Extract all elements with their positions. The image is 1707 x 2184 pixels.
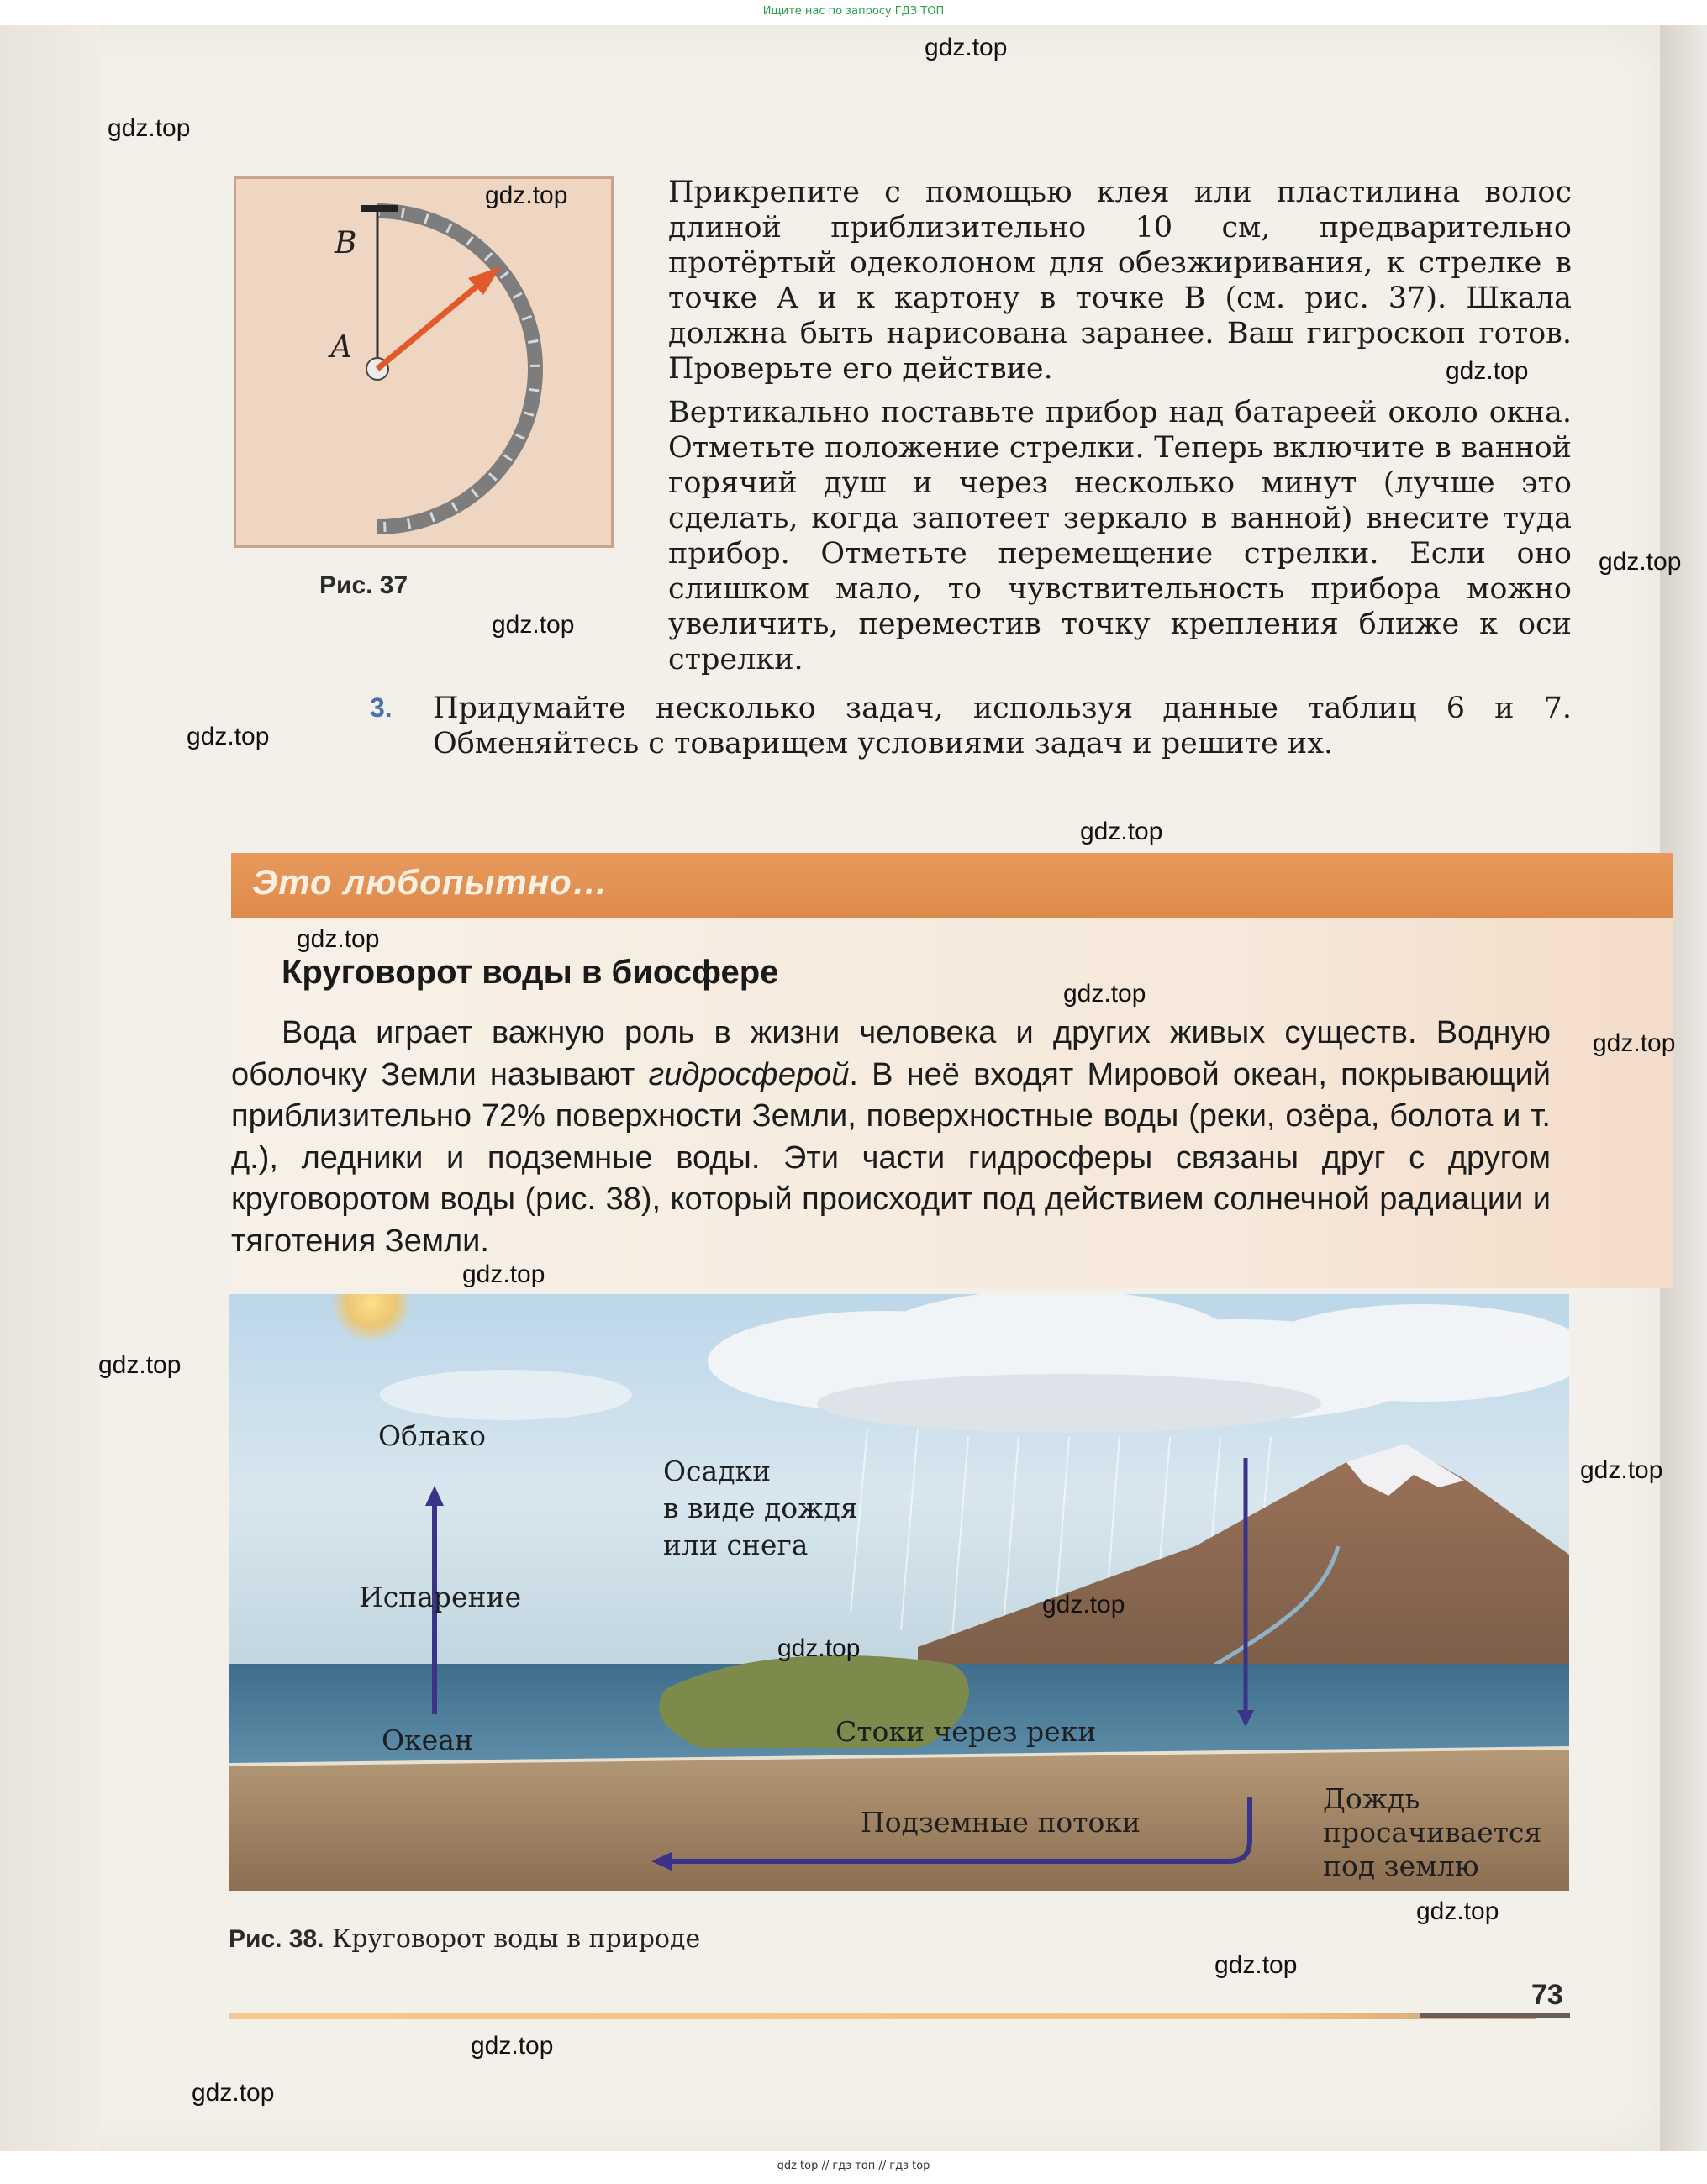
- section-title: Круговорот воды в биосфере: [282, 954, 779, 991]
- figure-37-hygroscope: [234, 176, 614, 548]
- watermark: gdz.top: [777, 1634, 861, 1662]
- watermark: gdz.top: [98, 1351, 182, 1379]
- watermark: gdz.top: [1446, 357, 1529, 385]
- label-underground: Подземные потоки: [861, 1806, 1141, 1839]
- section-body-part2: . В неё входят Мировой океан, покрывающий приблизительно 72% поверхности Земли, поверхностные воды (реки, озёра, болота и т. д.), ледники и подземные воды. Эти части гидросферы связаны друг с другом круговоротом воды (рис. 38), который происходит под действием солнечной радиации и тяготения Земли.: [231, 1056, 1551, 1259]
- label-seep-3: под землю: [1323, 1850, 1479, 1882]
- figure-38-caption: [229, 1924, 700, 1954]
- instruction-paragraph-1: Прикрепите с помощью клея или пластилина волос длиной приблизительно 10 см, предварительно протёртый одеколоном для обезжиривания, к стрелке в точке A и к картону в точке B (см. рис. 37). Шкала должна быть нарисована заранее. Ваш гигроскоп готов. Проверьте его действие.: [668, 176, 1572, 386]
- instructions: [668, 175, 1572, 677]
- task-number: 3.: [370, 692, 393, 723]
- figure-38-caption-number: Рис. 38.: [229, 1925, 324, 1953]
- page-number: 73: [1531, 1979, 1563, 2011]
- section-body: [231, 1013, 1551, 1262]
- watermark: gdz.top: [1580, 1456, 1663, 1484]
- banner-title: Это любопытно…: [252, 862, 609, 902]
- watermark: gdz.top: [471, 2032, 554, 2060]
- holder-bar: [361, 205, 398, 212]
- book-spine: [0, 25, 101, 2151]
- watermark: gdz.top: [925, 34, 1008, 61]
- task-3-text: Придумайте несколько задач, используя данные таблиц 6 и 7. Обменяйтесь с товарищем условиями задач и решите их.: [433, 692, 1572, 760]
- hygroscope-drawing: [236, 179, 611, 545]
- watermark: gdz.top: [462, 1260, 545, 1288]
- label-precipitation-2: в виде дождя: [663, 1492, 858, 1524]
- watermark: gdz.top: [1042, 1591, 1125, 1618]
- figure-38-caption-text: Круговорот воды в природе: [324, 1924, 701, 1954]
- watermark: gdz.top: [485, 182, 568, 209]
- watermark: gdz.top: [1593, 1029, 1676, 1057]
- label-seep-2: просачивается: [1323, 1816, 1542, 1849]
- label-precipitation-3: или снега: [663, 1529, 809, 1561]
- watermark: gdz.top: [1214, 1951, 1298, 1979]
- instruction-paragraph-2: Вертикально поставьте прибор над батареей около окна. Отметьте положение стрелки. Теперь включите в ванной горячий душ и через несколько минут (лучше это сделать, когда запотеет зеркало в ванной) внесите туда прибор. Отметьте перемещение стрелки. Если оно слишком мало, то чувствительность прибора можно увеличить, переместив точку крепления ближе к оси стрелки.: [668, 396, 1572, 676]
- watermark: gdz.top: [192, 2079, 275, 2107]
- watermark: gdz.top: [1599, 548, 1682, 576]
- figure-37-caption: Рис. 37: [319, 571, 408, 599]
- watermark: gdz.top: [297, 925, 380, 953]
- label-b: B: [335, 226, 357, 261]
- pointer-arrow: [377, 278, 487, 369]
- watermark: gdz.top: [492, 611, 575, 639]
- watermark: gdz.top: [1416, 1897, 1499, 1925]
- watermark: gdz.top: [1063, 980, 1146, 1008]
- bottom-note: gdz top // гдз топ // гдз top: [777, 2160, 930, 2172]
- label-evaporation: Испарение: [359, 1581, 522, 1613]
- scale-ticks: [377, 211, 535, 527]
- label-seep-1: Дождь: [1323, 1782, 1420, 1815]
- watermark: gdz.top: [108, 114, 191, 142]
- scale-arc: [377, 211, 535, 527]
- section-body-part1: Вода играет важную роль в жизни человека и других живых существ. Водную оболочку Земли называют: [231, 1015, 1551, 1092]
- watermark: gdz.top: [187, 723, 270, 750]
- top-note: Ищите нас по запросу ГДЗ ТОП: [762, 5, 945, 18]
- figure-38-water-cycle: [229, 1294, 1569, 1891]
- label-cloud: Облако: [378, 1419, 487, 1452]
- section-body-term: гидросферой: [648, 1056, 850, 1092]
- label-precipitation-1: Осадки: [663, 1455, 772, 1487]
- label-ocean: Океан: [382, 1724, 473, 1756]
- footer-rule: [229, 2013, 1536, 2019]
- label-runoff: Стоки через реки: [835, 1715, 1097, 1748]
- label-a: A: [330, 330, 352, 365]
- watermark: gdz.top: [1080, 818, 1163, 845]
- footer-rule-accent: [1420, 2013, 1570, 2018]
